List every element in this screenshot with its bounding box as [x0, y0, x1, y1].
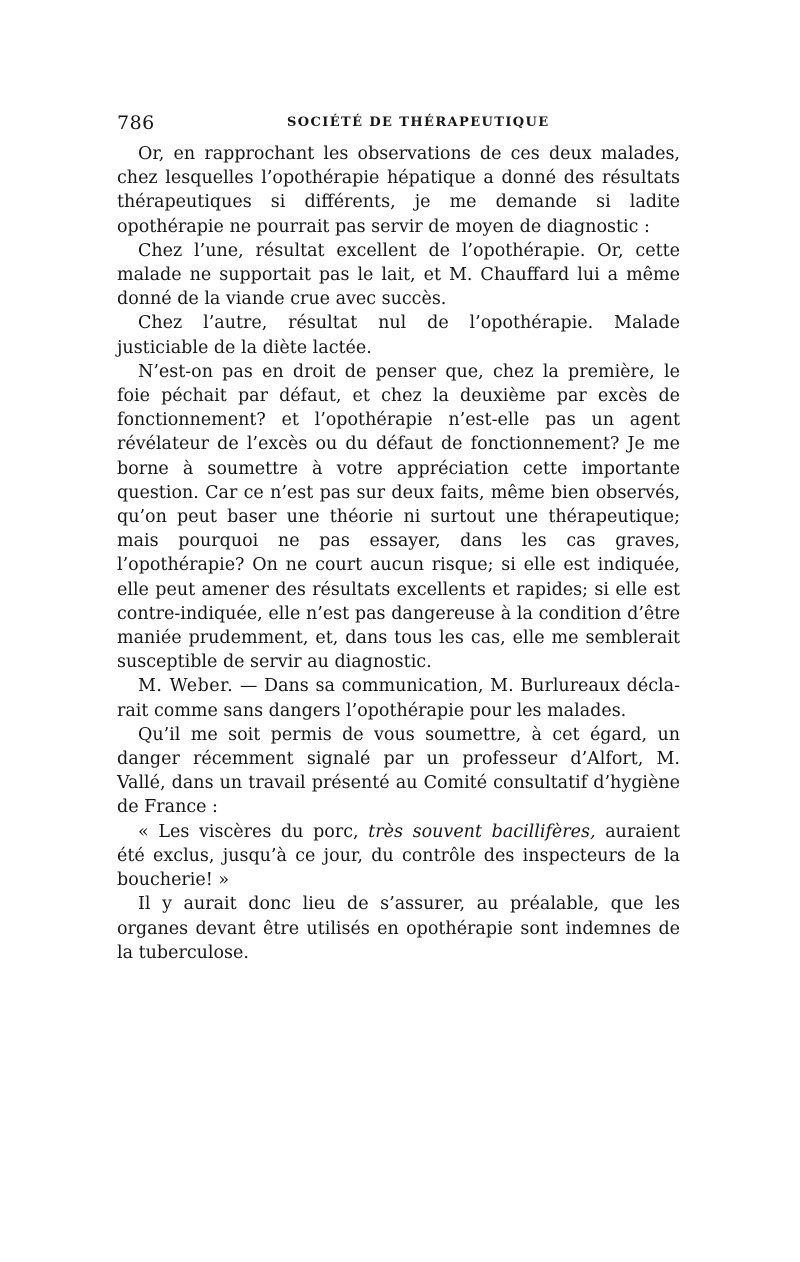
journal-page	[117, 112, 680, 965]
paragraph-5-text: — Dans sa communication, M. Burlureaux déclarait comme sans dangers l’opothérapie pour les malades.	[117, 676, 680, 721]
paragraph-2: Chez l’une, résultat excellent de l’opothérapie. Or, cette malade ne supportait pas le lait, et M. Chauffard lui a même donné de la viande crue avec succès.	[117, 240, 680, 310]
paragraph-1: Or, en rapprochant les observations de ces deux malades, chez lesquelles l’opothérapie hépatique a donné des résultats thérapeutiques si différents, je me demande si ladite opothérapie ne pourrait pas servir de moyen de diagnostic :	[117, 144, 680, 237]
paragraph-7-quote	[117, 820, 680, 893]
page-number: 786	[117, 112, 155, 134]
paragraph-6: Qu’il me soit permis de vous soumettre, à cet égard, un danger récemment signalé par un professeur d’Alfort, M. Vallé, dans un travail présenté au Comité consultatif d’hygiène de France :	[117, 724, 680, 818]
quote-open: « Les viscères du porc,	[138, 821, 359, 842]
body-text	[117, 142, 680, 965]
paragraph-4: N’est-on pas en droit de penser que, chez la première, le foie péchait par défaut, et chez la deuxième par excès de fonctionnement? et l’opothérapie n’est-elle pas un agent révélateur de l’excès ou du défaut de fonctionnement? Je me borne à soumettre à votre appréciation cette importante question. Car ce n’est pas sur deux faits, même bien observés, qu’on peut baser une théorie ni surtout une thérapeutique; mais pourquoi ne pas essayer, dans les cas graves, l’opothérapie? On ne court aucun risque; si elle est indiquée, elle peut amener des résultats excellents et rapides; si elle est contre-indiquée, elle n’est pas dangereuse à la condition d’être maniée prudemment, et, dans tous les cas, elle me semblerait susceptible de servir au diagnostic.	[117, 361, 680, 673]
paragraph-3: Chez l’autre, résultat nul de l’opothérapie. Malade justiciable de la diète lactée.	[117, 313, 680, 358]
quote-italic: très souvent bacillifères,	[368, 821, 596, 842]
paragraph-8: Il y aurait donc lieu de s’assurer, au préalable, que les organes devant être utilisés en opothérapie sont indemnes de la tuberculose.	[117, 894, 680, 963]
running-title: SOCIÉTÉ DE THÉRAPEUTIQUE	[287, 115, 550, 130]
speaker-name: M. Weber.	[138, 676, 234, 697]
running-head	[117, 112, 680, 138]
quote-close: auraient été exclus, jusqu’à ce jour, du contrôle des inspecteurs de la boucherie! »	[117, 821, 680, 891]
paragraph-5	[117, 674, 680, 722]
